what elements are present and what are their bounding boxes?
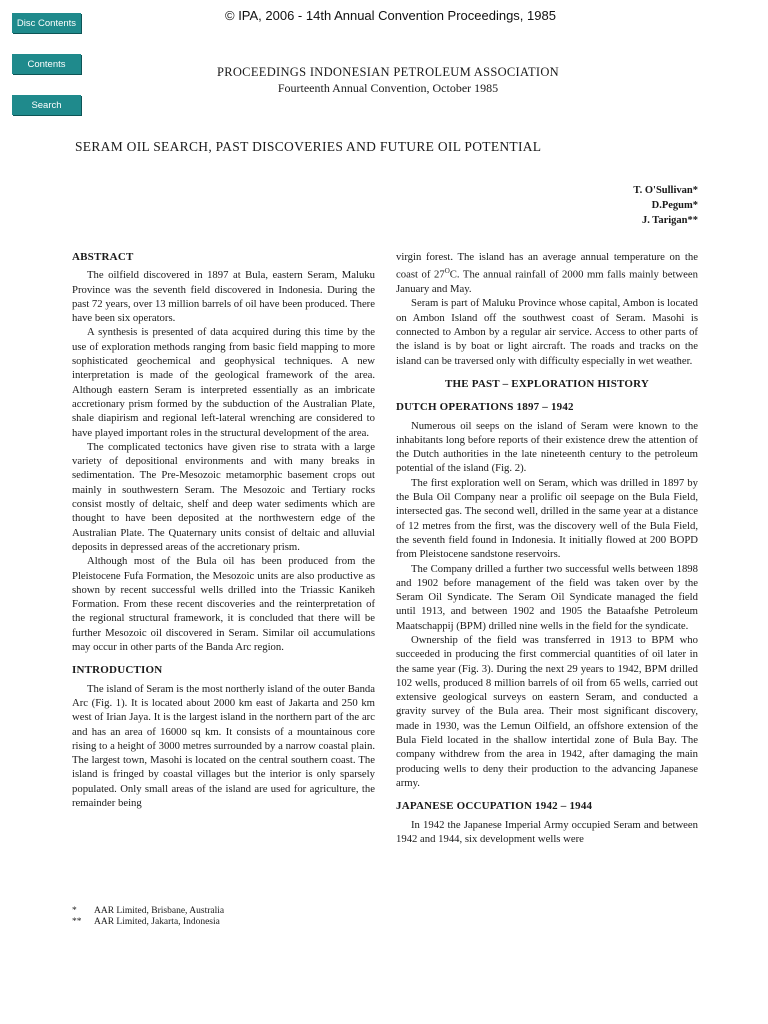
body-paragraph: The Company drilled a further two successful wells between 1898 and 1902 before management of the field was taken over by the Seram Oil Syndicate. The Seram Oil Syndicate managed the field until 1913, and between 1902 and 1905 the Bataafshe Petroleum Maatschappij (BPM) drilled nine wells in the field for the syndicate. bbox=[396, 562, 698, 632]
abstract-paragraph: The oilfield discovered in 1897 at Bula, eastern Seram, Maluku Province was the seventh field discovered in Indonesia. During the past 72 years, over 13 million barrels of oil have been produced. There have been six operators. bbox=[72, 269, 375, 325]
body-paragraph: Ownership of the field was transferred in 1913 to BPM who succeeded in producing the first commercial quantities of oil later in the same year (Fig. 3). During the next 29 years to 1942, BPM drilled 102 wells, produced 8 million barrels of oil from 65 wells, carried out extensive geological surveys on eastern Seram, and conducted a gravity survey of the Bula area. Their most significant discovery, made in 1930, was the Lemun Oilfield, an offshore extension of the Bula Field located in the shallow intertidal zone of Bula Bay. The company withdrew from the area in 1942, after damaging the main producing wells to deny their production to the advancing Japanese army. bbox=[396, 633, 698, 789]
left-column bbox=[72, 250, 375, 810]
text-fragment: C. The annual rainfall of 2000 mm falls mainly between January and May. bbox=[396, 268, 698, 296]
proceedings-title: PROCEEDINGS INDONESIAN PETROLEUM ASSOCIATION bbox=[216, 65, 560, 79]
footnote-text: AAR Limited, Brisbane, Australia bbox=[94, 906, 225, 916]
japanese-occupation-heading: JAPANESE OCCUPATION 1942 – 1944 bbox=[396, 800, 593, 813]
history-heading: THE PAST – EXPLORATION HISTORY bbox=[444, 377, 650, 390]
disc-contents-button[interactable]: Disc Contents bbox=[12, 13, 81, 33]
search-button[interactable]: Search bbox=[12, 95, 81, 115]
author-3: J. Tarigan** bbox=[641, 215, 698, 226]
introduction-paragraph: The island of Seram is the most northerly island of the outer Banda Arc (Fig. 1). It is located about 2000 km east of Jakarta and 250 km west of Irian Jaya. It is the largest island in the northern part of the arc and has an area of 16000 sq km. It consists of a mountainous core rising to a height of 3000 metres surrounded by a narrow coastal plain. The largest town, Masohi is located on the central southern coast. The island is fringed by coastal villages but the interior is only sparsely populated. Only small areas of the island are used for agriculture, the remainder being bbox=[72, 682, 375, 809]
footnote-mark: * bbox=[72, 906, 77, 916]
abstract-paragraph: The complicated tectonics have given rise to strata with a large variety of depositional environments and with many breaks in sedimentation. The Pre-Mesozoic metamorphic basement crops out mainly in southwestern Seram. The Mesozoic and Tertiary rocks consist mostly of deltaic, shelf and deep water sediments which are thought to have been deposited at the northwestern edge of the Australian Plate. The Quaternary units consist of deltaic and alluvial deposits in depressed areas of the accretionary prism. bbox=[72, 440, 375, 553]
introduction-paragraph: Seram is part of Maluku Province whose capital, Ambon is located on Ambon Island off the southwest coast of Seram. Masohi is connected to Ambon by a regular air service. Access to other parts of the island is by boat or light aircraft. The roads and tracks on the island can be traversed only with difficulty especially in wet weather. bbox=[396, 297, 698, 367]
abstract-heading: ABSTRACT bbox=[72, 251, 134, 263]
body-paragraph: The first exploration well on Seram, which was drilled in 1897 by the Bula Oil Company near a prolific oil seepage on the Bula Field, intersected gas. The second well, drilled in the same year at a distance of 12 metres from the first, was the discovery well of the Bula Field, the seventh field found in Indonesia. It initially flowed at 200 BOPD from Pleistocene sandstone reservoirs. bbox=[396, 476, 698, 561]
abstract-paragraph: A synthesis is presented of data acquired during this time by the use of exploration methods ranging from basic field mapping to more sophisticated geochemical and geophysical techniques. A new interpretation is made of the geological framework of the area. Although eastern Seram is interpreted essentially as an imbricate accretionary prism formed by the subduction of the Australian Plate, shale diapirism and regional left-lateral wrenching are considered to have played important roles in the structural development of the area. bbox=[72, 326, 375, 439]
abstract-paragraph: Although most of the Bula oil has been produced from the Pleistocene Fufa Formation, the Mesozoic units are also productive as shown by recent successful wells drilled into the Triassic Kanikeh Formation. From these recent discoveries and the reinterpretation of the regional structural framework, it is concluded that there will be further Mesozoic oil discovered in Seram. Similar oil accumulations may occur in other parts of the Banda Arc region. bbox=[72, 555, 375, 654]
introduction-heading: INTRODUCTION bbox=[72, 664, 163, 677]
footnote-text: AAR Limited, Jakarta, Indonesia bbox=[94, 917, 220, 927]
introduction-paragraph-continued bbox=[396, 250, 698, 296]
footnote bbox=[72, 906, 224, 917]
copyright-notice: © IPA, 2006 - 14th Annual Convention Proceedings, 1985 bbox=[225, 8, 556, 23]
contents-button[interactable]: Contents bbox=[12, 54, 81, 74]
body-paragraph: Numerous oil seeps on the island of Seram were known to the inhabitants long before reports of their existence drew the attention of the Dutch authorities in the late nineteenth century to the petroleum potential of the island (Fig. 2). bbox=[396, 419, 698, 475]
paper-title: SERAM OIL SEARCH, PAST DISCOVERIES AND FUTURE OIL POTENTIAL bbox=[75, 139, 542, 154]
author-list bbox=[633, 183, 698, 228]
footnote bbox=[72, 917, 224, 928]
footnote-mark: ** bbox=[72, 917, 82, 927]
dutch-operations-heading: DUTCH OPERATIONS 1897 – 1942 bbox=[396, 401, 574, 414]
degree-superscript: O bbox=[444, 267, 450, 276]
body-paragraph: In 1942 the Japanese Imperial Army occupied Seram and between 1942 and 1944, six development wells were bbox=[396, 818, 698, 845]
right-column bbox=[396, 250, 698, 846]
convention-subtitle: Fourteenth Annual Convention, October 1985 bbox=[277, 81, 499, 95]
text-fragment: virgin forest. The island has an average annual temperature on the coast of 27 bbox=[396, 251, 698, 281]
author-1: T. O'Sullivan* bbox=[633, 185, 698, 196]
footnotes bbox=[72, 906, 224, 928]
author-2: D.Pegum* bbox=[651, 200, 698, 211]
